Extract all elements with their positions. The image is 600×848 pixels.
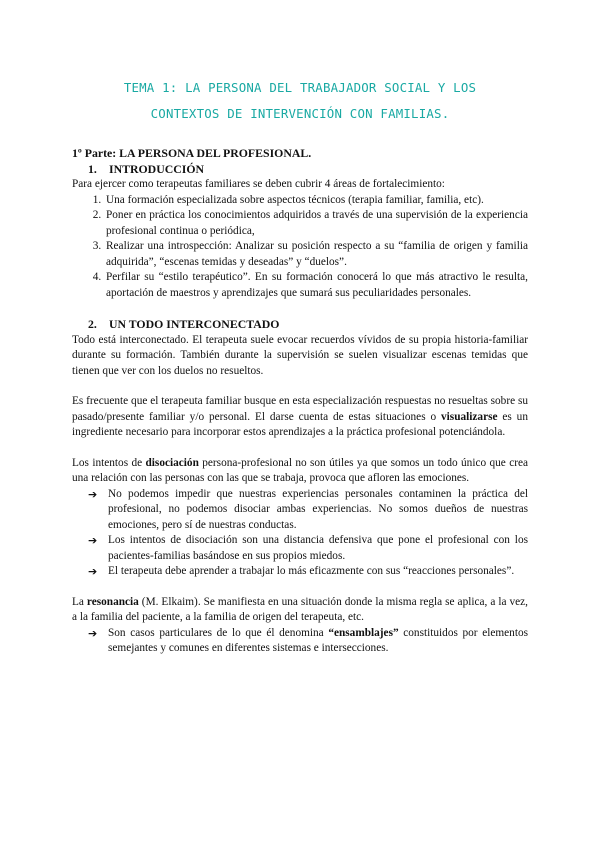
list-item: 4. Perfilar su “estilo terapéutico”. En su formación conocerá lo que más atractivo le resulta, aportación de maestros y aprendizajes que sumará sus peculiaridades personales. — [104, 270, 528, 301]
document-body — [72, 146, 528, 657]
part-heading: 1º Parte: LA PERSONA DEL PROFESIONAL. — [72, 146, 312, 160]
arrow-list — [72, 626, 528, 657]
section-1-list — [72, 193, 528, 302]
section-2-heading — [88, 317, 528, 333]
section-1-title: INTRODUCCIÓN — [109, 161, 205, 176]
section-2-title: UN TODO INTERCONECTADO — [109, 317, 280, 331]
bold-term: “ensamblajes” — [328, 626, 399, 639]
list-item: ➔ El terapeuta debe aprender a trabajar lo más eficazmente con sus “reacciones personales”. — [88, 565, 515, 578]
list-item: 1. Una formación especializada sobre aspectos técnicos (terapia familiar, familia, etc). — [104, 193, 528, 209]
arrow-icon: ➔ — [88, 487, 98, 501]
document-title-line-1: TEMA 1: LA PERSONA DEL TRABAJADOR SOCIAL Y LOS — [123, 80, 477, 95]
bold-term: visualizarse — [441, 410, 498, 423]
section-2-number: 2. — [88, 317, 97, 331]
document-title-line-2: CONTEXTOS DE INTERVENCIÓN CON FAMILIAS. — [150, 106, 450, 121]
list-item: ➔ Los intentos de disociación son una distancia defensiva que pone el profesional con los pacientes-familias basándose en sus propios miedos. — [88, 534, 528, 562]
bold-term: resonancia — [86, 595, 139, 608]
list-item: 3. Realizar una introspección: Analizar su posición respecto a su “familia de origen y familia adquirida”, “escenas temidas y deseadas” y “duelos”. — [104, 239, 528, 270]
arrow-icon: ➔ — [88, 626, 98, 640]
list-item: ➔ No podemos impedir que nuestras experiencias personales contaminen la práctica del profesional, no podemos disociar ambas experiencias. No somos dueños de nuestras emociones, pero sí de nuestras conductas. — [88, 487, 528, 531]
arrow-icon: ➔ — [88, 534, 98, 547]
list-item: ➔ Son casos particulares de lo que él denomina “ensamblajes” constituidos por elementos semejantes y comunes en diferentes sistemas e intersecciones. — [88, 626, 529, 654]
paragraph: Todo está interconectado. El terapeuta suele evocar recuerdos vívidos de su propia historia-familiar durante su formación. También durante la supervisión se suelen visualizar escenas temidas que tienen que ver con los duelos no resueltos. — [72, 333, 528, 377]
paragraph: Los intentos de disociación persona-profesional no son útiles ya que somos un todo único que crea una relación con las personas con las que se trabaja, provoca que afloren las emociones. — [72, 456, 529, 484]
section-1-intro: Para ejercer como terapeutas familiares se deben cubrir 4 áreas de fortalecimiento: — [72, 178, 445, 190]
list-item: 2. Poner en práctica los conocimientos adquiridos a través de una supervisión de la experiencia profesional continua o periódica, — [104, 208, 528, 239]
paragraph: Es frecuente que el terapeuta familiar busque en esta especialización respuestas no resueltas sobre su pasado/presente familiar y/o personal. El darse cuenta de estas situaciones o visualizarse es un ingrediente necesario para incorporar estos aprendizajes a la práctica profesional potenciándola. — [72, 395, 528, 438]
paragraph: La resonancia (M. Elkaim). Se manifiesta en una situación donde la misma regla se aplica, a la vez, a la familia del paciente, a la familia de origen del terapeuta, etc. — [72, 595, 528, 623]
section-1-heading — [88, 162, 528, 178]
arrow-list — [72, 487, 528, 580]
section-1-number: 1. — [88, 161, 97, 176]
arrow-icon: ➔ — [88, 565, 98, 578]
bold-term: disociación — [145, 456, 199, 469]
